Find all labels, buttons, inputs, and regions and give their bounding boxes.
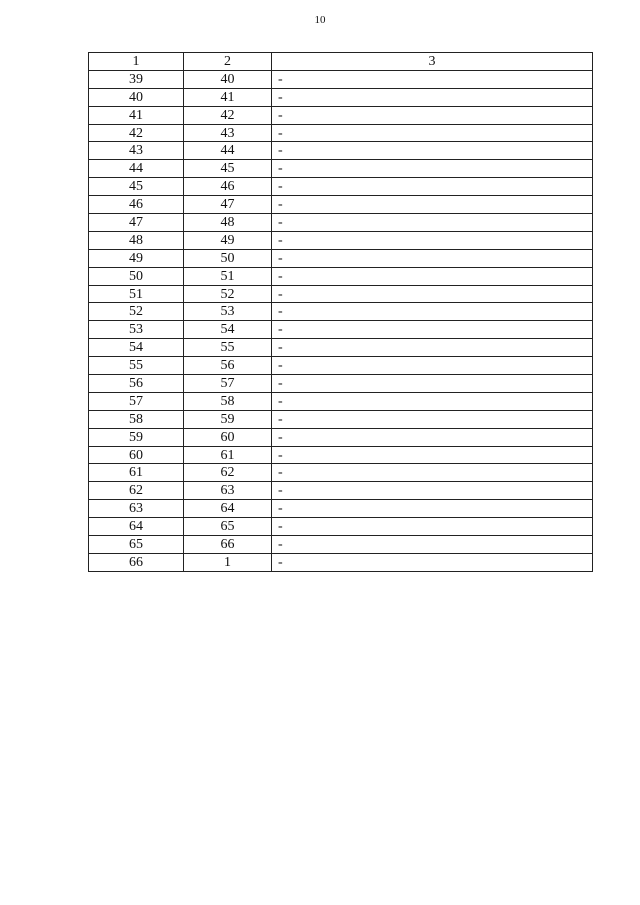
table-cell-col3: -: [272, 303, 593, 321]
table-row: [89, 303, 593, 321]
header-row: [89, 53, 593, 71]
table-cell-col1: 41: [89, 106, 184, 124]
table-cell-col2: 49: [184, 231, 272, 249]
table-cell-col3: -: [272, 231, 593, 249]
table-cell-col2: 45: [184, 160, 272, 178]
table-cell-col2: 42: [184, 106, 272, 124]
table-row: [89, 392, 593, 410]
table-cell-col1: 49: [89, 249, 184, 267]
table-cell-col3: -: [272, 267, 593, 285]
table-cell-col2: 58: [184, 392, 272, 410]
table-cell-col1: 61: [89, 464, 184, 482]
table-row: [89, 446, 593, 464]
table-cell-col3: -: [272, 106, 593, 124]
table-cell-col3: -: [272, 553, 593, 571]
table-cell-col3: -: [272, 392, 593, 410]
table-cell-col1: 53: [89, 321, 184, 339]
table-cell-col2: 65: [184, 518, 272, 536]
table-cell-col3: -: [272, 536, 593, 554]
column-header-1: 1: [89, 53, 184, 71]
table-row: [89, 500, 593, 518]
table-cell-col3: -: [272, 482, 593, 500]
table-cell-col2: 59: [184, 410, 272, 428]
table-cell-col1: 43: [89, 142, 184, 160]
table-cell-col2: 64: [184, 500, 272, 518]
table-cell-col3: -: [272, 196, 593, 214]
table-cell-col2: 62: [184, 464, 272, 482]
table-cell-col1: 45: [89, 178, 184, 196]
table-cell-col3: -: [272, 357, 593, 375]
table-row: [89, 428, 593, 446]
table-cell-col2: 50: [184, 249, 272, 267]
table-cell-col2: 57: [184, 375, 272, 393]
table-row: [89, 285, 593, 303]
table-cell-col1: 56: [89, 375, 184, 393]
table-cell-col1: 58: [89, 410, 184, 428]
table-cell-col1: 65: [89, 536, 184, 554]
table-cell-col1: 44: [89, 160, 184, 178]
table-cell-col1: 59: [89, 428, 184, 446]
table-row: [89, 160, 593, 178]
table-cell-col2: 48: [184, 214, 272, 232]
table-cell-col1: 63: [89, 500, 184, 518]
table-cell-col2: 60: [184, 428, 272, 446]
table-cell-col1: 64: [89, 518, 184, 536]
table-cell-col1: 54: [89, 339, 184, 357]
table-cell-col1: 39: [89, 70, 184, 88]
table-cell-col1: 66: [89, 553, 184, 571]
table-cell-col2: 51: [184, 267, 272, 285]
table-row: [89, 88, 593, 106]
table-cell-col1: 40: [89, 88, 184, 106]
table-cell-col3: -: [272, 249, 593, 267]
table-cell-col2: 47: [184, 196, 272, 214]
table-cell-col1: 50: [89, 267, 184, 285]
table-cell-col1: 46: [89, 196, 184, 214]
table-row: [89, 178, 593, 196]
table-header: [89, 53, 593, 71]
table-cell-col1: 60: [89, 446, 184, 464]
table-cell-col2: 40: [184, 70, 272, 88]
table-cell-col2: 41: [184, 88, 272, 106]
table-cell-col2: 43: [184, 124, 272, 142]
table-row: [89, 518, 593, 536]
table-cell-col3: -: [272, 88, 593, 106]
table-cell-col1: 55: [89, 357, 184, 375]
table-cell-col3: -: [272, 446, 593, 464]
table-cell-col1: 57: [89, 392, 184, 410]
table-row: [89, 231, 593, 249]
table-cell-col3: -: [272, 321, 593, 339]
table-cell-col3: -: [272, 518, 593, 536]
table-cell-col2: 66: [184, 536, 272, 554]
table-row: [89, 464, 593, 482]
table-cell-col2: 56: [184, 357, 272, 375]
table-cell-col3: -: [272, 142, 593, 160]
table-row: [89, 375, 593, 393]
table-row: [89, 553, 593, 571]
table-cell-col1: 48: [89, 231, 184, 249]
table-cell-col3: -: [272, 124, 593, 142]
table-row: [89, 536, 593, 554]
table-row: [89, 357, 593, 375]
table-cell-col3: -: [272, 339, 593, 357]
table-cell-col3: -: [272, 160, 593, 178]
table-cell-col3: -: [272, 285, 593, 303]
table-row: [89, 267, 593, 285]
table-cell-col1: 47: [89, 214, 184, 232]
table-cell-col2: 46: [184, 178, 272, 196]
table-row: [89, 142, 593, 160]
table-cell-col2: 53: [184, 303, 272, 321]
data-table: [88, 52, 593, 572]
table-cell-col3: -: [272, 464, 593, 482]
table-cell-col2: 61: [184, 446, 272, 464]
table-cell-col2: 55: [184, 339, 272, 357]
table-cell-col2: 54: [184, 321, 272, 339]
table-row: [89, 321, 593, 339]
page-number: 10: [314, 14, 326, 26]
table-row: [89, 106, 593, 124]
table-cell-col1: 62: [89, 482, 184, 500]
table-cell-col2: 52: [184, 285, 272, 303]
table-cell-col3: -: [272, 428, 593, 446]
table-cell-col1: 51: [89, 285, 184, 303]
column-header-2: 2: [184, 53, 272, 71]
table-cell-col2: 44: [184, 142, 272, 160]
table-cell-col3: -: [272, 410, 593, 428]
table-cell-col1: 42: [89, 124, 184, 142]
table-row: [89, 482, 593, 500]
table-row: [89, 339, 593, 357]
table-cell-col2: 1: [184, 553, 272, 571]
table-cell-col2: 63: [184, 482, 272, 500]
table-row: [89, 70, 593, 88]
table-row: [89, 410, 593, 428]
table-row: [89, 214, 593, 232]
table-row: [89, 196, 593, 214]
column-header-3: 3: [272, 53, 593, 71]
table-row: [89, 249, 593, 267]
table-cell-col3: -: [272, 70, 593, 88]
table-cell-col3: -: [272, 178, 593, 196]
table-cell-col3: -: [272, 500, 593, 518]
table-cell-col3: -: [272, 214, 593, 232]
table-cell-col1: 52: [89, 303, 184, 321]
table-body: [89, 70, 593, 571]
table-cell-col3: -: [272, 375, 593, 393]
table-row: [89, 124, 593, 142]
